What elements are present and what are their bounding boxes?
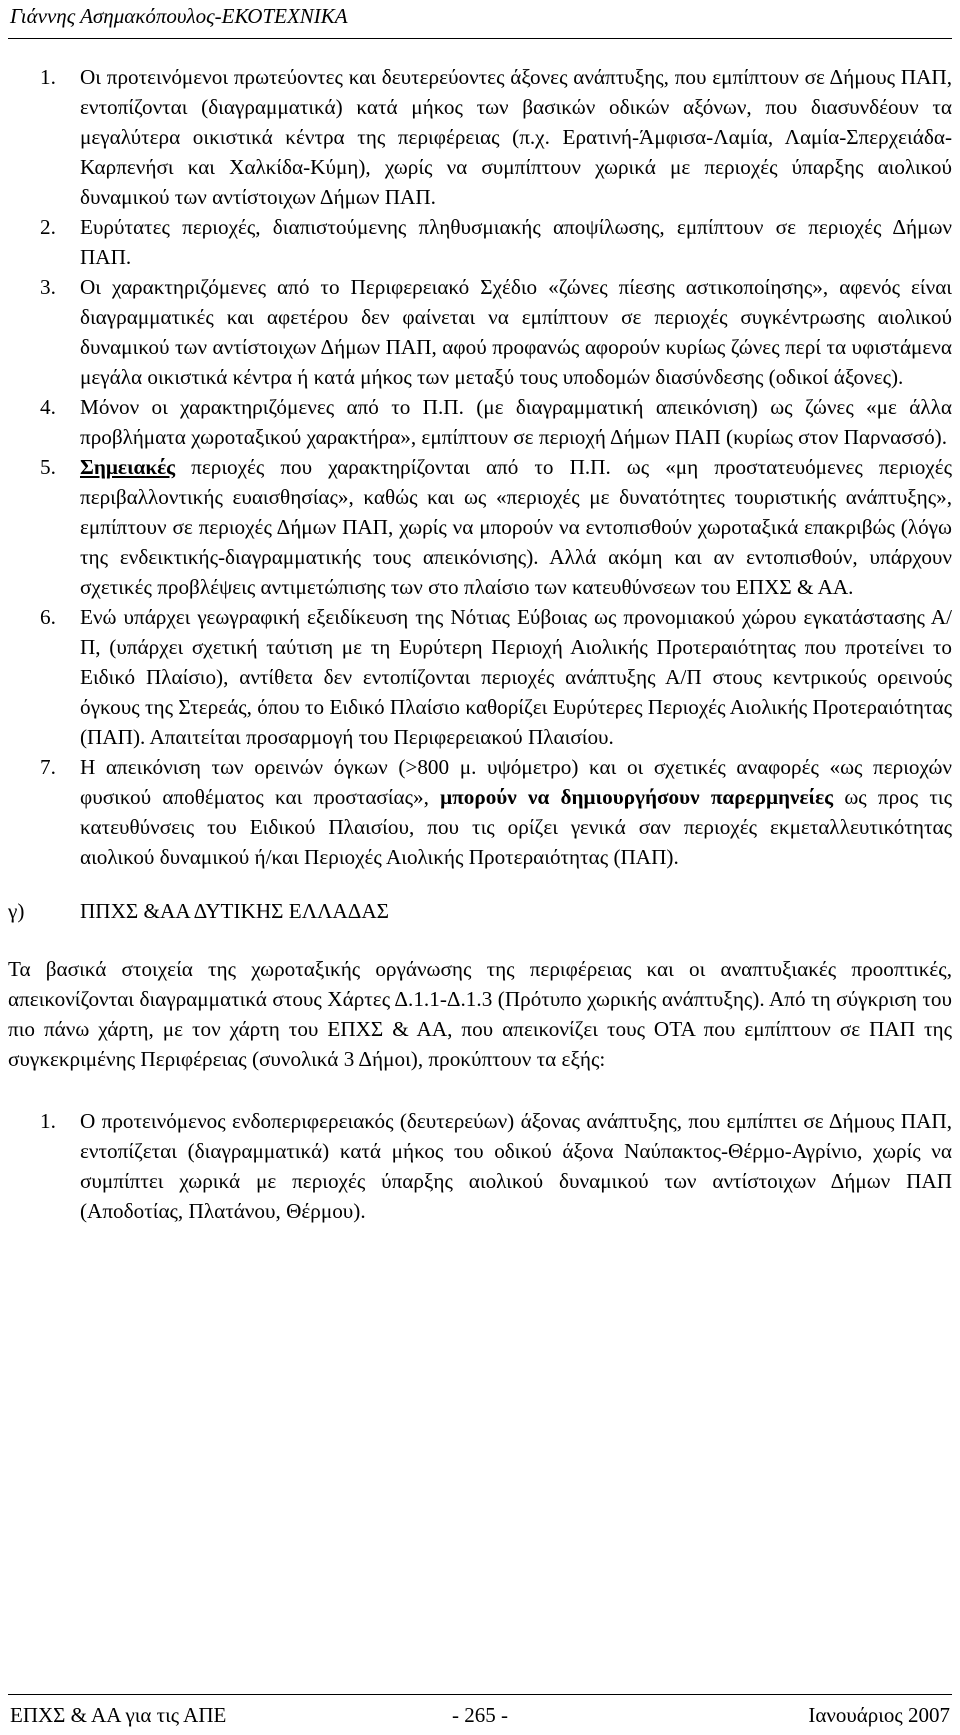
list-item-text: Ενώ υπάρχει γεωγραφική εξειδίκευση της Νότιας Εύβοιας ως προνομιακού χώρου εγκατάστασης Α/Π, (υπάρχει σχετική ταύτιση με τη Ευρύτερη Περιοχή Αιολικής Προτεραιότητας που προτείνει το Ειδικό Πλαίσιο), αντίθετα δεν εντοπίζονται περιοχές ανάπτυξης Α/Π στους κεντρικούς ορεινούς όγκους της Στερεάς, όπου το Ειδικό Πλαίσιο καθορίζει Ευρύτερες Περιοχές Αιολικής Προτεραιότητας (ΠΑΠ). Απαιτείται προσαρμογή του Περιφερειακού Πλαισίου. [80,605,952,749]
footer-date: Ιανουάριος 2007 [808,1703,950,1727]
list-item-text: Μόνον οι χαρακτηριζόμενες από το Π.Π. (με διαγραμματική απεικόνιση) ως ζώνες «με άλλα προβλήματα χωροταξικού χαρακτήρα», εμπίπτουν σε περιοχή Δήμων ΠΑΠ (κυρίως στον Παρνασσό). [80,395,952,449]
list-item-number: 4. [40,395,56,419]
list-item-text: Οι χαρακτηριζόμενες από το Περιφερειακό Σχέδιο «ζώνες πίεσης αστικοποίησης», αφενός είναι διαγραμματικές και αφετέρου δεν φαίνεται να εμπίπτουν σε περιοχές συγκέντρωσης αιολικού δυναμικού των αντίστοιχων Δήμων ΠΑΠ, αφού προφανώς αφορούν κυρίως ζώνες περί τα υφιστάμενα μεγάλα οικιστικά κέντρα ή κατά μήκος των μεταξύ τους υποδομών διασύνδεσης (οδικοί άξονες). [80,275,952,389]
list-item [40,392,952,452]
list-item-text-part-b: ως προς τις κατευθύνσεις του Ειδικού Πλαισίου, που τις ορίζει γενικά σαν περιοχές εκμεταλλευτικότητας αιολικού δυναμικού ή/και Περιοχές Αιολικής Προτεραιότητας (ΠΑΠ). [80,785,952,869]
list-item-number: 3. [40,275,56,299]
numbered-list-main [0,62,960,872]
list-item-number: 1. [40,65,56,89]
page-header [8,0,952,39]
list-item-number: 6. [40,605,56,629]
list-item-number: 2. [40,215,56,239]
list-item-text-rest: περιοχές που χαρακτηρίζονται από το Π.Π. ως «μη προστατευόμενες περιοχές περιβαλλοντικής ευαισθησίας», καθώς και ως «περιοχές με δυνατότητες τουριστικής ανάπτυξης», εμπίπτουν σε περιοχές Δήμων ΠΑΠ, χωρίς να μπορούν να εντοπισθούν χωροταξικά επακριβώς (λόγω της ενδεικτικής-διαγραμματικής τους απεικόνισης). Αλλά ακόμη και αν εντοπισθούν, υπάρχουν σχετικές προβλέψεις αντιμετώπισης των στο πλαίσιο των κατευθύνσεων του ΕΠΧΣ & ΑΑ. [80,455,952,599]
section-title: ΠΠΧΣ &ΑΑ ΔΥΤΙΚΗΣ ΕΛΛΑΔΑΣ [80,899,389,923]
list-item-text [80,452,952,602]
list-item [40,272,952,392]
list-item-number: 1. [40,1109,56,1133]
list-item [40,62,952,212]
emphasis-bold-underlined: Σημειακές [80,455,176,479]
body-paragraph [8,954,952,1074]
list-item-text: Ευρύτατες περιοχές, διαπιστούμενης πληθυσμιακής αποψίλωσης, εμπίπτουν σε περιοχές Δήμων ΠΑΠ. [80,215,952,269]
page-number: - 265 - [452,1703,508,1727]
header-title: Γιάννης Ασημακόπουλος-ΕΚΟΤΕΧΝΙΚΑ [10,4,348,28]
list-item-number: 5. [40,455,56,479]
list-item [40,1106,952,1226]
page-footer [8,1694,952,1735]
list-item [40,602,952,752]
footer-left: ΕΠΧΣ & ΑΑ για τις ΑΠΕ [10,1703,227,1727]
document-body [0,62,960,1226]
list-item-text: Ο προτεινόμενος ενδοπεριφερειακός (δευτερεύων) άξονας ανάπτυξης, που εμπίπτει σε Δήμους ΠΑΠ, εντοπίζεται (διαγραμματικά) κατά μήκος του οδικού άξονα Ναύπακτος-Θέρμο-Αγρίνιο, χωρίς να συμπίπτει χωρικά με περιοχές ύπαρξης αιολικού δυναμικού των αντίστοιχων Δήμων ΠΑΠ (Αποδοτίας, Πλατάνου, Θέρμου). [80,1109,952,1223]
list-item [40,752,952,872]
emphasis-bold: μπορούν να δημιουργήσουν παρερμηνείες [440,785,834,809]
section-heading [0,896,960,926]
list-item-number: 7. [40,755,56,779]
list-item [40,212,952,272]
paragraph-text: Τα βασικά στοιχεία της χωροταξικής οργάνωσης της περιφέρειας και οι αναπτυξιακές προοπτικές, απεικονίζονται διαγραμματικά στους Χάρτες Δ.1.1-Δ.1.3 (Πρότυπο χωρικής ανάπτυξης). Από τη σύγκριση του πιο πάνω χάρτη, με τον χάρτη του ΕΠΧΣ & ΑΑ, που απεικονίζει τους ΟΤΑ που εμπίπτουν σε ΠΑΠ της συγκεκριμένης Περιφέρειας (συνολικά 3 Δήμοι), προκύπτουν τα εξής: [8,957,952,1071]
section-letter: γ) [8,899,25,923]
list-item [40,452,952,602]
list-item-text [80,752,952,872]
list-item-text: Οι προτεινόμενοι πρωτεύοντες και δευτερεύοντες άξονες ανάπτυξης, που εμπίπτουν σε Δήμους ΠΑΠ, εντοπίζονται (διαγραμματικά) κατά μήκος των βασικών οδικών αξόνων, που διασυνδέουν τα μεγαλύτερα οικιστικά κέντρα της περιφέρειας (π.χ. Ερατινή-Άμφισα-Λαμία, Λαμία-Σπερχειάδα-Καρπενήσι και Χαλκίδα-Κύμη), χωρίς να συμπίπτουν χωρικά με περιοχές ύπαρξης αιολικού δυναμικού των αντίστοιχων Δήμων ΠΑΠ. [80,65,952,209]
numbered-list-secondary [0,1106,960,1226]
list-item-text-part-a: Η απεικόνιση των ορεινών όγκων (>800 μ. υψόμετρο) και οι σχετικές αναφορές «ως περιοχών φυσικού αποθέματος και προστασίας», [80,755,952,809]
